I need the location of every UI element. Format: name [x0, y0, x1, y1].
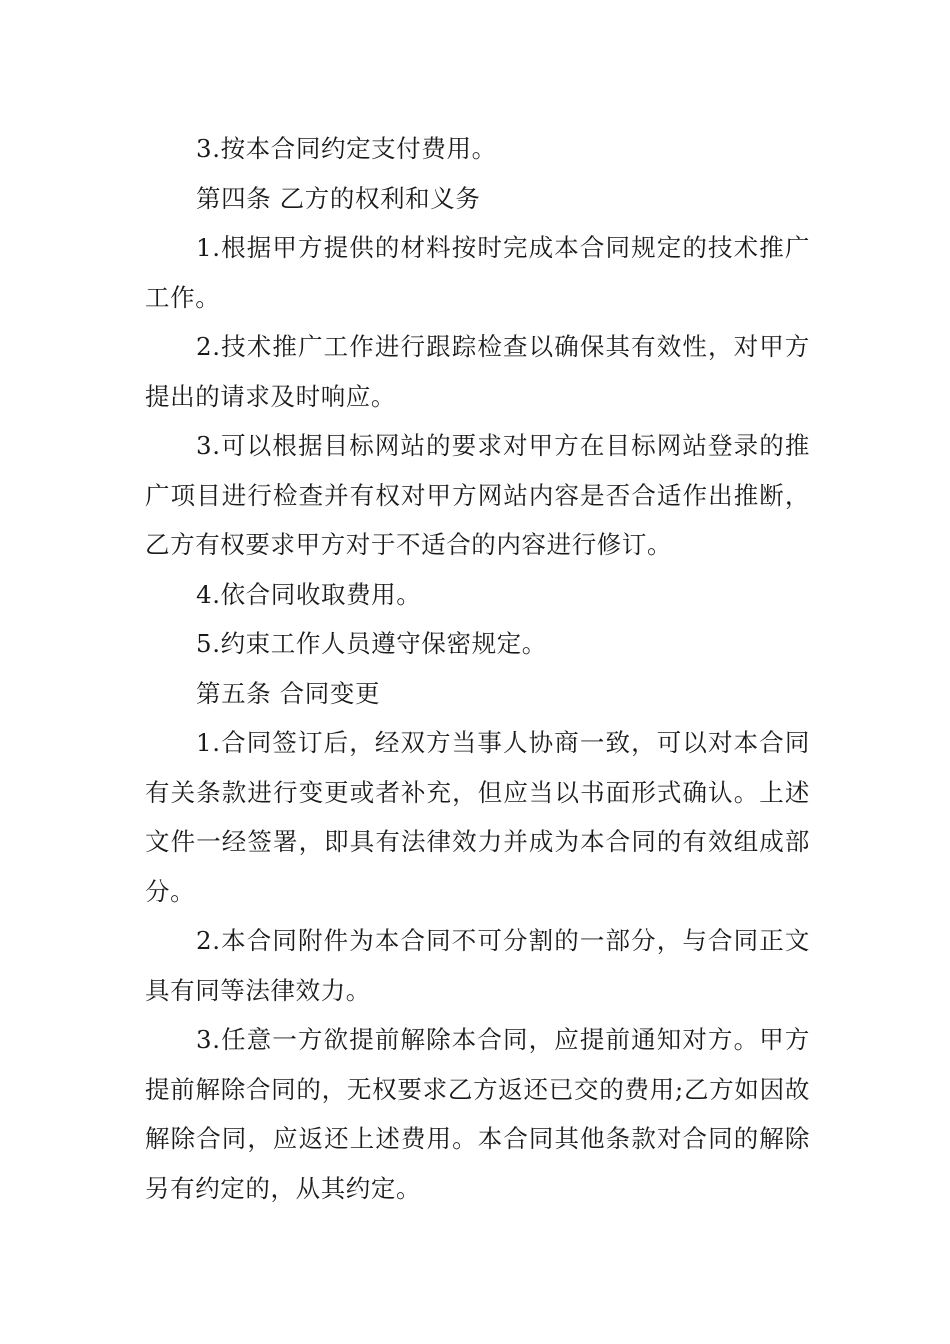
clause-2-tracking: 2.技术推广工作进行跟踪检查以确保其有效性，对甲方提出的请求及时响应。: [145, 332, 810, 411]
clause-3-termination: 3.任意一方欲提前解除本合同，应提前通知对方。甲方提前解除合同的，无权要求乙方返还已交的费用;乙方如因故解除合同，应返还上述费用。本合同其他条款对合同的解除另有约定的，从其约定。: [145, 1025, 810, 1203]
clause-5-confidentiality: 5.约束工作人员遵守保密规定。: [196, 629, 547, 658]
clause-1-promotion-work: 1.根据甲方提供的材料按时完成本合同规定的技术推广工作。: [145, 233, 810, 312]
clause-3-payment: 3.按本合同约定支付费用。: [196, 134, 497, 163]
contract-body: [145, 124, 810, 1213]
article-4-heading: 第四条 乙方的权利和义务: [196, 183, 481, 213]
clause-1-amendment: 1.合同签订后，经双方当事人协商一致，可以对本合同有关条款进行变更或者补充，但应当以书面形式确认。上述文件一经签署，即具有法律效力并成为本合同的有效组成部分。: [145, 728, 810, 906]
clause-2-annex: 2.本合同附件为本合同不可分割的一部分，与合同正文具有同等法律效力。: [145, 926, 810, 1005]
clause-4-fees: 4.依合同收取费用。: [196, 579, 422, 609]
article-5-heading: 第五条 合同变更: [196, 678, 381, 708]
clause-3-inspection: 3.可以根据目标网站的要求对甲方在目标网站登录的推广项目进行检查并有权对甲方网站内容是否合适作出推断，乙方有权要求甲方对于不适合的内容进行修订。: [145, 431, 810, 559]
